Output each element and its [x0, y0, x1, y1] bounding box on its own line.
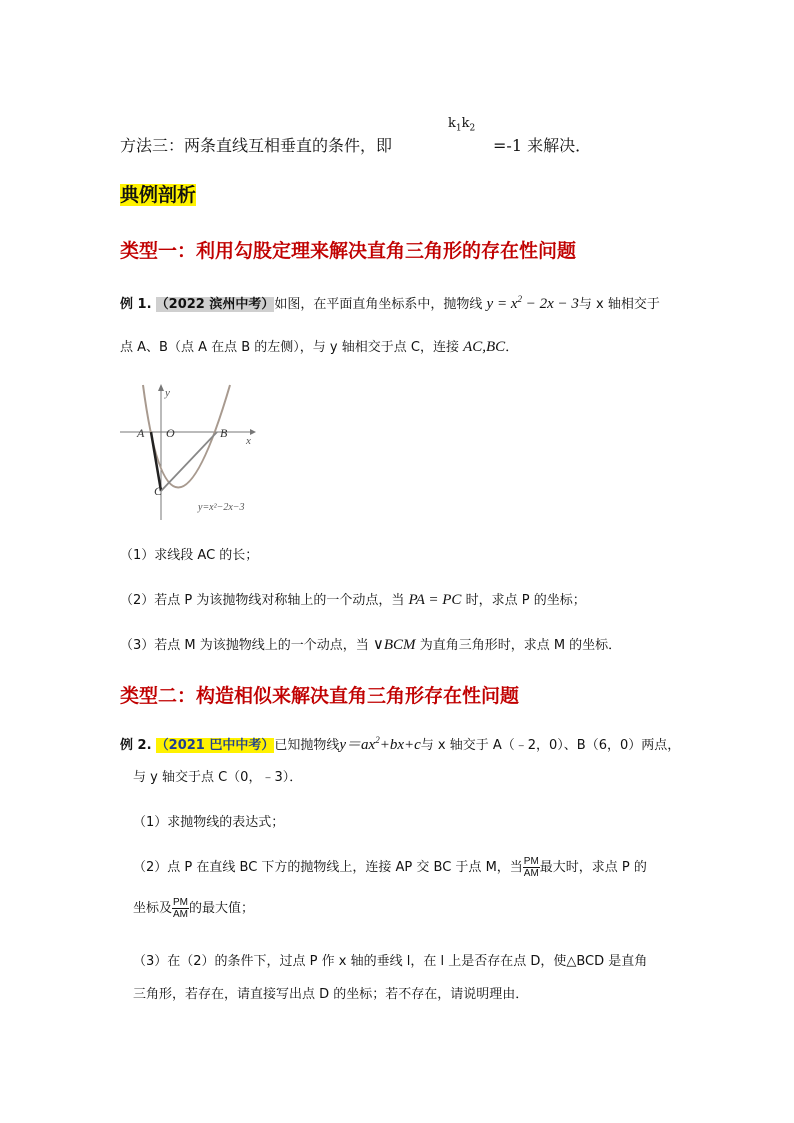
- k-sub-1: 1: [455, 123, 462, 134]
- example2-text-a: 已知抛物线: [274, 738, 340, 753]
- eq-x: x: [510, 296, 518, 312]
- x-axis-arrow: [250, 429, 256, 435]
- x-axis-label: x: [246, 435, 251, 447]
- example2-line2: 与 y 轴交于点 C（0，﹣3）．: [133, 770, 303, 785]
- frac2-numerator: PM: [173, 897, 189, 908]
- pm-over-am-fraction-2: [172, 897, 189, 920]
- origin-label: O: [166, 426, 175, 440]
- y-axis-label: y: [165, 387, 170, 399]
- example1-q2-a: （2）若点 P 为该抛物线对称轴上的一个动点，当: [120, 593, 405, 608]
- example2-q1: （1）求抛物线的表达式；: [133, 815, 285, 830]
- section-title-text: 典例剖析: [120, 184, 197, 206]
- example1-q3-math: ∨BCM: [372, 637, 416, 653]
- example1-line2: [120, 336, 518, 356]
- k-symbol: k: [448, 116, 456, 131]
- eq-rest: − 2x − 3: [525, 296, 579, 312]
- example1-line1: [120, 293, 660, 313]
- type2-title: 类型二：构造相似来解决直角三角形存在性问题: [120, 685, 520, 707]
- example1-q2-b: 时，求点 P 的坐标；: [465, 593, 586, 608]
- frac-denominator: AM: [523, 868, 539, 879]
- example1-text-a: 如图，在平面直角坐标系中，抛物线: [274, 297, 483, 312]
- example1-q3-a: （3）若点 M 为该抛物线上的一个动点，当: [120, 638, 369, 653]
- example2-q3-line2: 三角形，若存在，请直接写出点 D 的坐标；若不存在，请说明理由．: [133, 987, 529, 1002]
- example2-q2-line1: [133, 856, 647, 879]
- example1-equation: [487, 296, 579, 312]
- method3-text-b: =-1 来解决．: [493, 136, 592, 155]
- point-c-label: C: [154, 484, 163, 498]
- eq2-b: +bx+c: [379, 737, 421, 753]
- example1-line2-a: 点 A、B（点 A 在点 B 的左侧），与 y 轴相交于点 C，连接: [120, 340, 459, 355]
- example1-source: （2022 滨州中考）: [155, 297, 275, 312]
- parabola-curve: [143, 385, 230, 488]
- example1-line2-c: ．: [505, 340, 519, 355]
- example2-q2-c: 坐标及: [133, 901, 173, 916]
- example2-line1: [120, 733, 680, 754]
- example2-q2-d: 的最大值；: [189, 901, 255, 916]
- example2-source: （2021 巴中中考）: [155, 738, 275, 753]
- parabola-graph: [118, 380, 268, 522]
- example1-label: 例 1.: [120, 297, 152, 312]
- example1-text-b: 与 x 轴相交于: [578, 297, 660, 312]
- example1-q2: [120, 589, 586, 609]
- example1-line2-math: AC,BC: [463, 339, 506, 355]
- example1-q2-math: PA = PC: [408, 592, 462, 608]
- method3-text-a: 方法三：两条直线互相垂直的条件，即: [120, 136, 393, 155]
- frac-numerator: PM: [523, 856, 539, 867]
- point-b-label: B: [220, 426, 228, 440]
- eq2-a: y＝ax: [339, 737, 376, 753]
- example2-q2-line2: [133, 897, 254, 920]
- example1-q1: （1）求线段 AC 的长；: [120, 548, 259, 563]
- method3-line: [120, 133, 392, 156]
- example2-q3-line1: （3）在（2）的条件下，过点 P 作 x 轴的垂线 l，在 l 上是否存在点 D，使△BCD 是直角: [133, 954, 648, 969]
- curve-label: y=x²−2x−3: [198, 502, 245, 513]
- eq-equals: =: [496, 296, 508, 312]
- k-symbol-2: k: [461, 116, 470, 131]
- pm-over-am-fraction: [523, 856, 540, 879]
- example1-q3-b: 为直角三角形时，求点 M 的坐标．: [419, 638, 622, 653]
- example2-label: 例 2.: [120, 738, 152, 753]
- point-a-label: A: [137, 426, 145, 440]
- example2-q2-b: 最大时，求点 P 的: [539, 860, 647, 875]
- y-axis-arrow: [158, 384, 164, 391]
- k1k2-term: [448, 116, 475, 134]
- type1-title: 类型一：利用勾股定理来解决直角三角形的存在性问题: [120, 240, 577, 262]
- example2-q2-a: （2）点 P 在直线 BC 下方的抛物线上，连接 AP 交 BC 于点 M，当: [133, 860, 523, 875]
- eq2-square: 2: [375, 735, 380, 745]
- segment-ac: [151, 432, 161, 491]
- section-title: [120, 180, 196, 207]
- eq-square: 2: [517, 294, 522, 304]
- example2-equation: [339, 737, 420, 753]
- example2-text-b: 与 x 轴交于 A（﹣2，0）、B（6，0）两点，: [420, 738, 681, 753]
- frac2-denominator: AM: [173, 909, 189, 920]
- eq-y: y: [486, 296, 494, 312]
- example1-q3: [120, 634, 621, 654]
- k-sub-2: 2: [469, 123, 476, 134]
